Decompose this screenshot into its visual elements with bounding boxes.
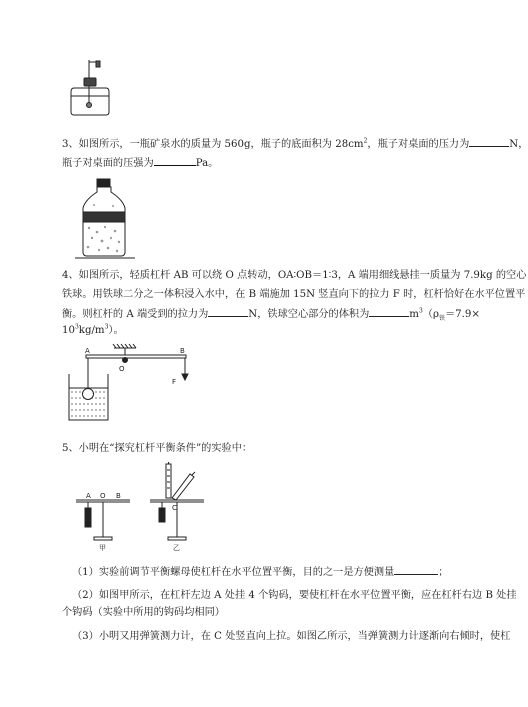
q3-blank-force[interactable]: [469, 135, 509, 147]
q5-sub3: （3）小明又用弹簧测力计，在 C 处竖直向上拉。如图乙所示，当弹簧测力计逐渐向右倾时，使杠: [72, 631, 511, 642]
q4-blank-volume[interactable]: [369, 305, 409, 317]
bottle-figure: [75, 178, 135, 260]
q4-blank-force[interactable]: [208, 305, 248, 317]
exp-label-yi: 乙: [173, 544, 180, 552]
q4-line1: 4、如图所示，轻质杠杆 AB 可以绕 O 点转动，OA∶OB＝1∶3，A 端用细线悬挂一质量为 7.9kg 的空心: [62, 270, 527, 281]
exp-label-a: A: [86, 492, 91, 500]
exp-label-c: C: [172, 504, 177, 512]
q5-title: 5、小明在“探究杠杆平衡条件”的实验中：: [62, 443, 253, 454]
q3-line1: 3、如图所示，一瓶矿泉水的质量为 560g，瓶子的底面积为 $28cm^2$，瓶子对桌面的压力为 N，: [62, 135, 528, 153]
jar-figure: [62, 58, 122, 118]
q3-line2: 瓶子对桌面的压强为 Pa。: [62, 154, 218, 172]
q4-line4: $10^3kg/m^3$）。: [62, 323, 124, 336]
lever-experiment-figure: [72, 460, 232, 550]
q5-sub1: （1）实验前调节平衡螺母使杠杆在水平位置平衡，目的之一是方便测量 ；: [72, 563, 448, 581]
q5-sub2-line1: （2）如图甲所示，在杠杆左边 A 处挂 4 个钩码，要使杠杆在水平位置平衡，应在杠杆右边 B 处挂: [72, 590, 517, 601]
lever-label-o: O: [119, 365, 125, 373]
exp-label-o: O: [100, 492, 106, 500]
q5-blank-measure[interactable]: [394, 563, 438, 575]
lever-label-a: A: [85, 347, 90, 355]
q4-line2: 铁球。用铁球二分之一体积浸入水中，在 B 端施加 15N 竖直向下的拉力 F 时，杠杆恰好在水平位置平: [62, 289, 526, 300]
lever-label-b: B: [180, 347, 185, 355]
lever-figure: [64, 346, 204, 426]
exp-label-jia: 甲: [99, 544, 106, 552]
q5-sub2-line2: 个钩码（实验中所用的钩码均相同）: [62, 607, 225, 618]
q3-blank-pressure[interactable]: [154, 154, 196, 166]
q4-line3: 衡。则杠杆的 A 端受到的拉力为 N，铁球空心部分的体积为 $m^3(\rho_铁=7.9\times$: [62, 305, 480, 323]
exp-label-b: B: [116, 492, 121, 500]
lever-label-f: F: [172, 378, 177, 386]
